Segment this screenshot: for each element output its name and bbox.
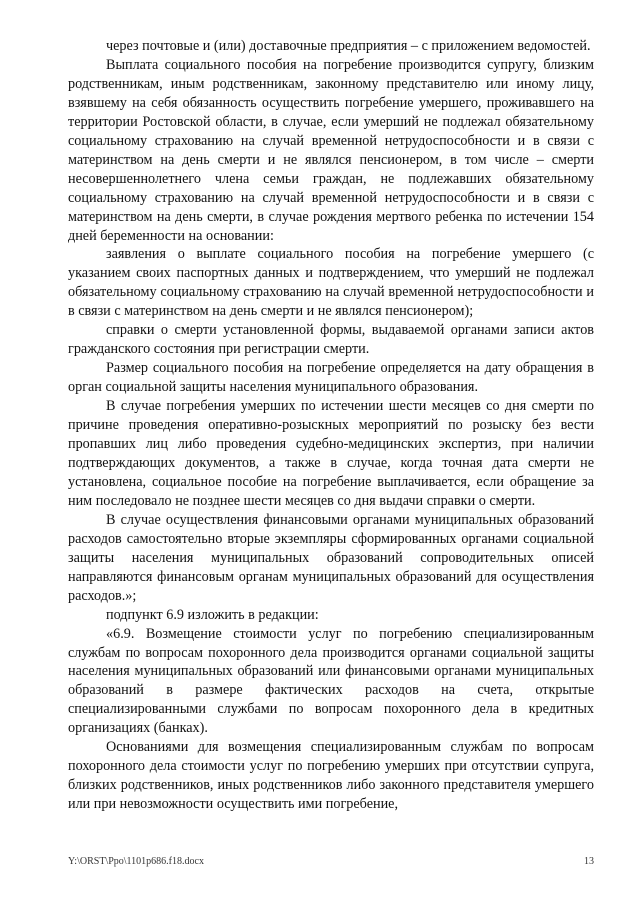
- paragraph-7: В случае осуществления финансовыми органами муниципальных образований расходов самостоятельно вторые экземпляры сформированных органами социальной защиты населения муниципальных образований сопроводительных описей направляются финансовым органам муниципальных образований для осуществления расходов.»;: [68, 511, 594, 604]
- paragraph-8: подпункт 6.9 изложить в редакции:: [106, 606, 319, 623]
- paragraph-1: через почтовые и (или) доставочные предприятия – с приложением ведомостей.: [106, 38, 591, 54]
- paragraph-2: Выплата социального пособия на погребение производится супругу, близким родственникам, иным родственникам, законному представителю или иному лицу, взявшему на себя обязанность осуществить погребение умершего, проживавшего на территории Ростовской области, в случае, если умерший не подлежал обязательному социальному страхованию на случай временной нетрудоспособности и в связи с материнством на день смерти и не являлся пенсионером, в том числе – смерти несовершеннолетнего члена семьи граждан, не подлежавших обязательному социальному страхованию на случай временной нетрудоспособности и в связи с материнством на день смерти, в случае рождения мертвого ребенка по истечении 154 дней беременности на основании:: [68, 56, 594, 244]
- document-body: [68, 37, 594, 814]
- page-number: 13: [584, 856, 594, 867]
- footer-file-path: Y:\ORST\Ppo\1101p686.f18.docx: [68, 856, 204, 867]
- paragraph-3: заявления о выплате социального пособия на погребение умершего (с указанием своих паспортных данных и подтверждением, что умерший не подлежал обязательному социальному страхованию на случай временной нетрудоспособности и в связи с материнством на день смерти и не являлся пенсионером);: [68, 246, 594, 320]
- paragraph-9: «6.9. Возмещение стоимости услуг по погребению специализированным службам по вопросам похоронного дела производится органами социальной защиты населения муниципальных образований или финансовыми органами муниципальных образований в размере фактических расходов на счета, открытые специализированными службами по вопросам похоронного дела в кредитных организациях (банках).: [68, 625, 594, 737]
- paragraph-5: Размер социального пособия на погребение определяется на дату обращения в орган социальной защиты населения муниципального образования.: [68, 360, 594, 396]
- paragraph-10: Основаниями для возмещения специализированным службам по вопросам похоронного дела стоимости услуг по погребению умерших при отсутствии супруга, близких родственников, иных родственников либо законного представителя умершего или при невозможности осуществить ими погребение,: [68, 739, 594, 813]
- paragraph-6: В случае погребения умерших по истечении шести месяцев со дня смерти по причине проведения оперативно-розыскных мероприятий по розыску без вести пропавших лиц либо проведения судебно-медицинских экспертиз, при наличии подтверждающих документов, а также в случае, когда точная дата смерти не установлена, социальное пособие на погребение выплачивается, если обращение за ним последовало не позднее шести месяцев со дня выдачи справки о смерти.: [68, 398, 594, 509]
- paragraph-4: справки о смерти установленной формы, выдаваемой органами записи актов гражданского состояния при регистрации смерти.: [68, 322, 594, 358]
